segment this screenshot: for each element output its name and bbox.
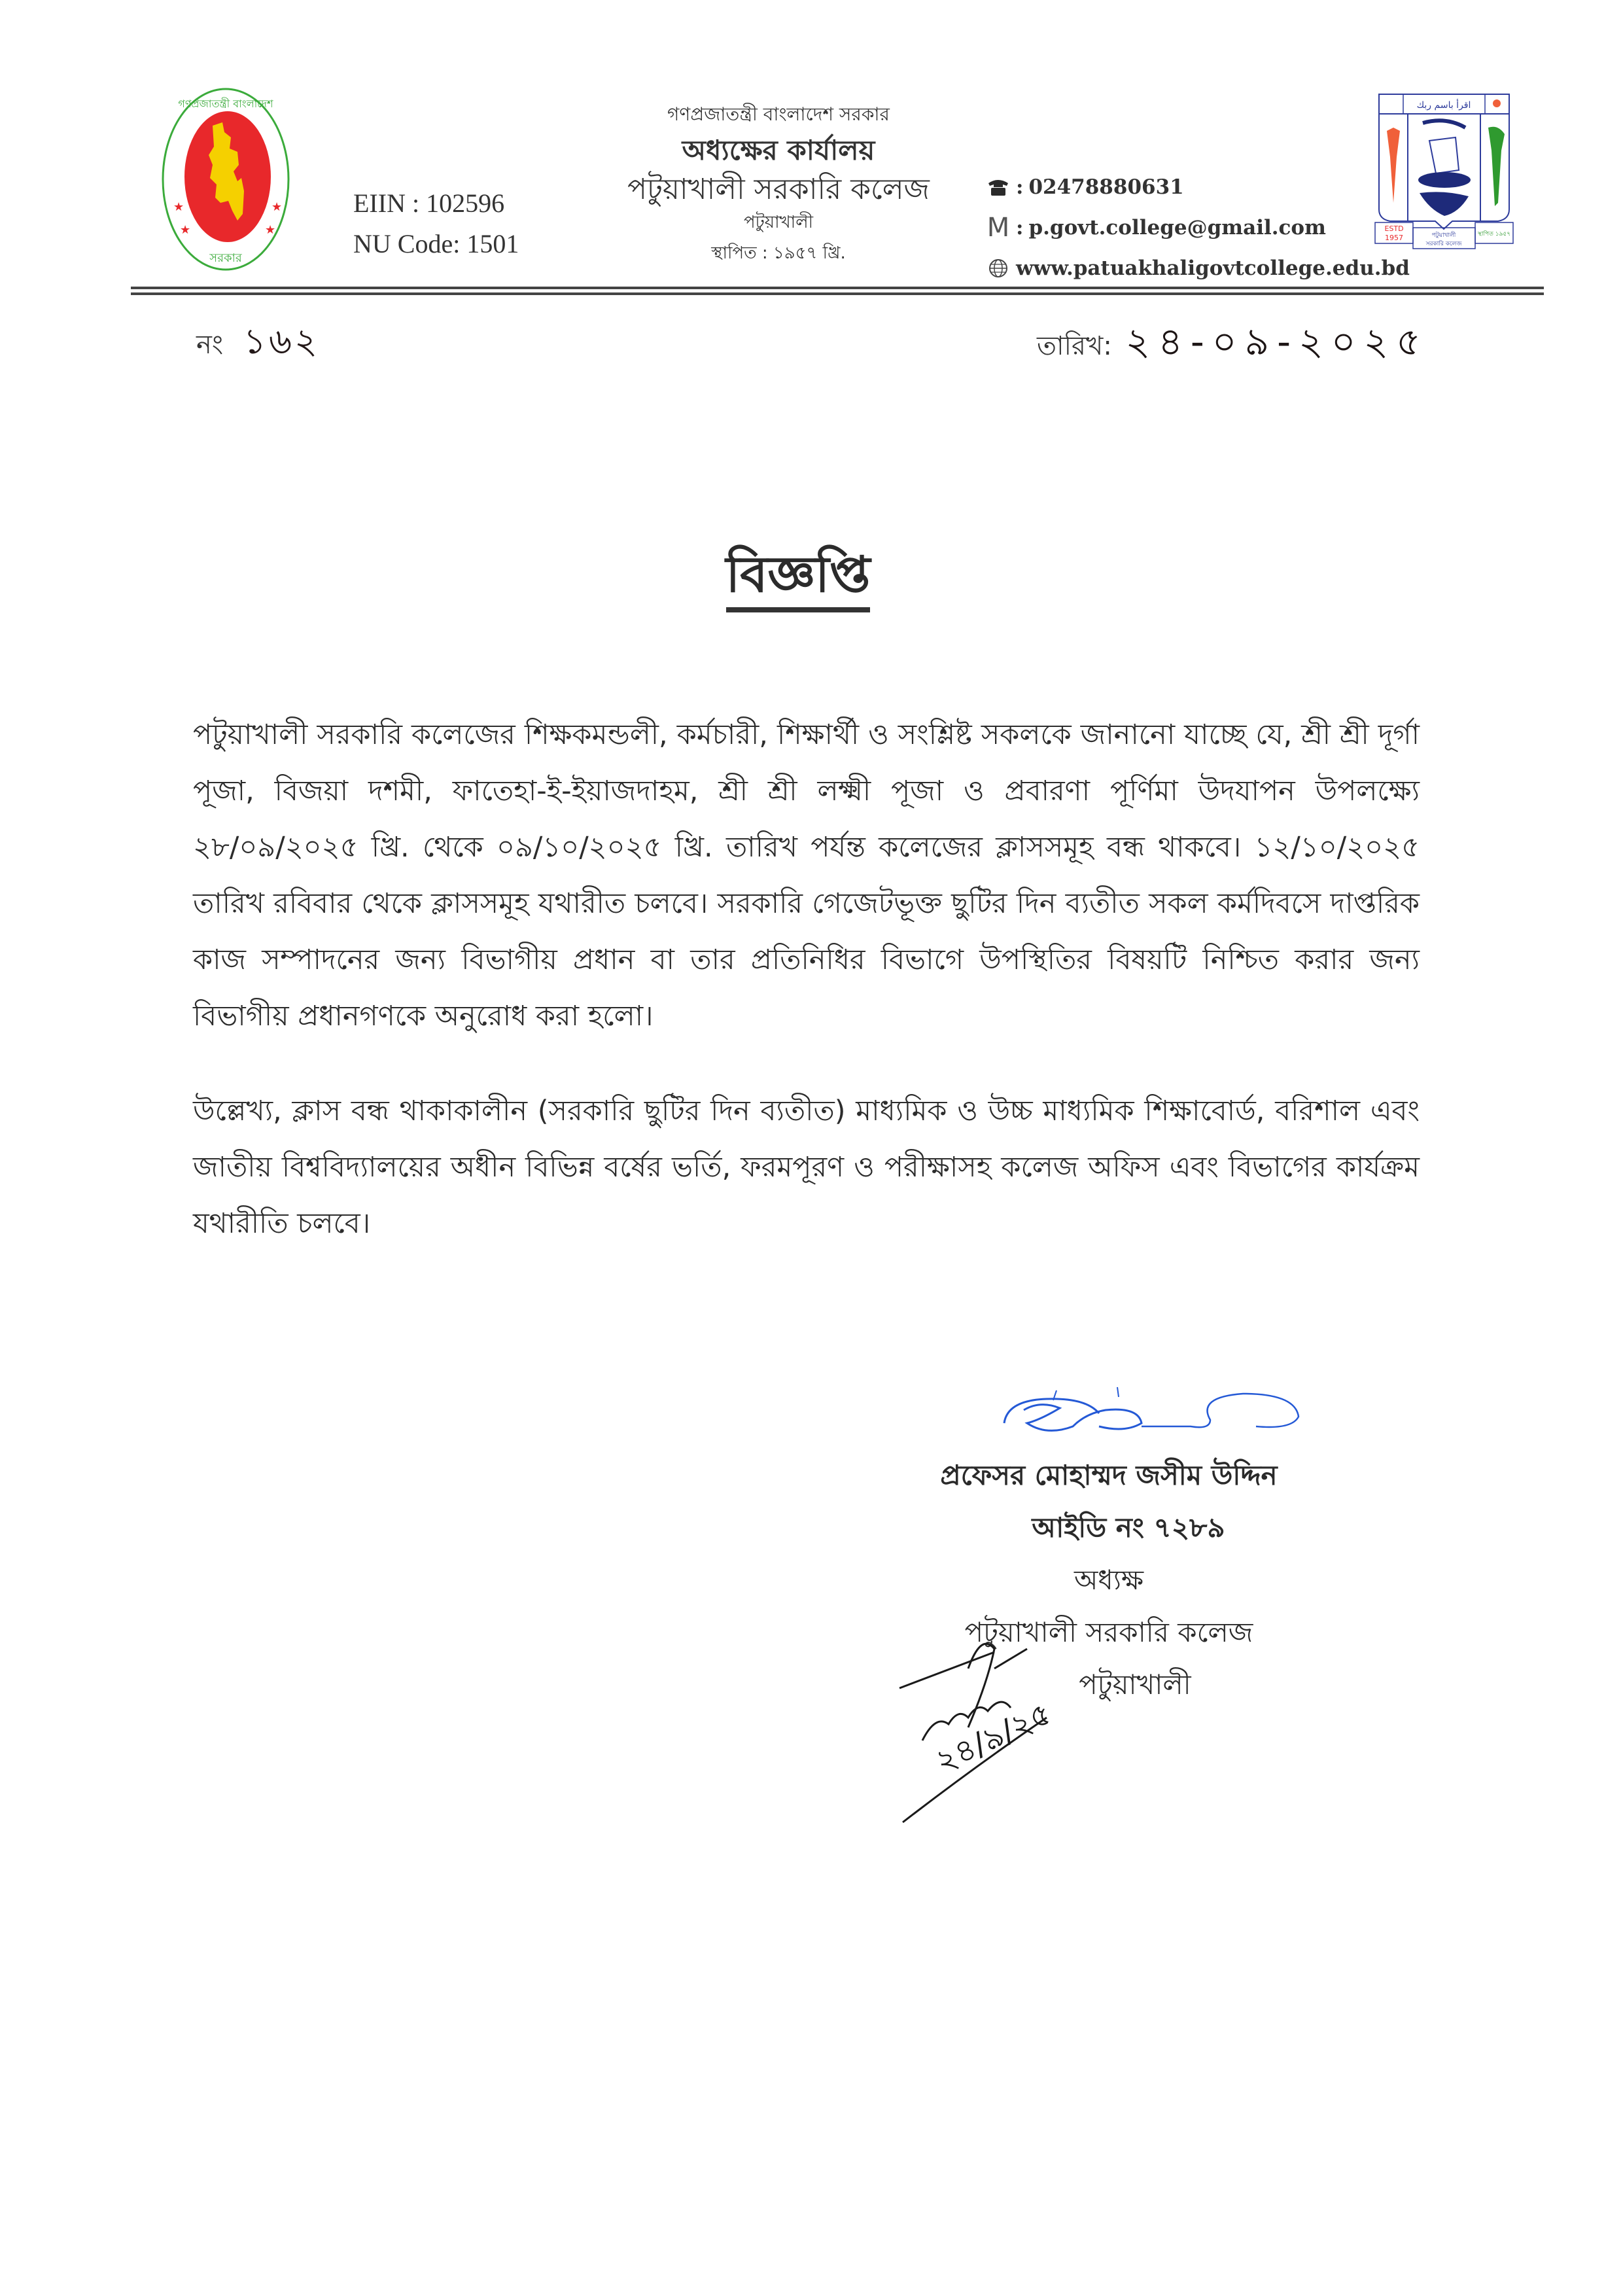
svg-text:اقرأ باسم ربك: اقرأ باسم ربك [1416,100,1471,111]
signatory-name: প্রফেসর মোহাম্মদ জসীম উদ্দিন [940,1459,1278,1491]
principal-signature [994,1374,1321,1446]
established-year: স্থাপিত : ১৯৫৭ খ্রি. [711,243,846,263]
website-url[interactable]: www.patuakhaligovtcollege.edu.bd [1016,256,1410,280]
svg-text:সরকারি কলেজ: সরকারি কলেজ [1425,241,1462,247]
notice-title-text: বিজ্ঞপ্তি [726,545,871,612]
telephone-icon [985,178,1012,196]
memo-number [196,314,320,373]
memo-number-value: ১৬২ [243,321,321,362]
office-name: অধ্যক্ষের কার্যালয় [682,134,875,166]
signatory-place: পটুয়াখালী [1079,1669,1191,1701]
government-name: গণপ্রজাতন্ত্রী বাংলাদেশ সরকার [667,103,890,125]
email-address[interactable]: p.govt.college@gmail.com [1028,216,1326,239]
svg-text:২৪/৯/২৫: ২৪/৯/২৫ [930,1695,1057,1780]
signatory-id: আইডি নং ৭২৮৯ [1032,1511,1225,1544]
header-divider-top [131,287,1544,289]
header-divider-bottom [131,292,1544,295]
mail-icon: M [986,213,1010,243]
letterhead-title-block [576,98,981,272]
svg-text:★: ★ [180,223,191,237]
svg-text:★: ★ [265,223,276,237]
college-location: পটুয়াখালী [743,213,814,232]
svg-text:1957: 1957 [1385,234,1403,242]
email-row: M : p.govt.college@gmail.com [985,207,1410,248]
phone-number[interactable]: 02478880631 [1028,175,1184,199]
svg-text:★: ★ [271,200,283,214]
memo-date [1037,313,1429,376]
government-seal-logo [160,86,291,273]
eiin-number: EIIN : 102596 [353,188,505,218]
memo-date-label: তারিখ: [1037,331,1112,361]
college-name: পটুয়াখালী সরকারি কলেজ [627,173,930,206]
institution-codes [353,183,519,264]
svg-text:সরকার: সরকার [209,251,242,265]
signatory-college: পটুয়াখালী সরকারি কলেজ [964,1616,1253,1648]
phone-row: : 02478880631 [985,167,1410,207]
notice-title [654,537,942,620]
nu-code: NU Code: 1501 [353,229,519,258]
signatory-designation: অধ্যক্ষ [1073,1564,1144,1596]
notice-paragraph-2: উল্লেখ্য, ক্লাস বন্ধ থাকাকালীন (সরকারি ছুটির দিন ব্যতীত) মাধ্যমিক ও উচ্চ মাধ্যমিক শিক্ষাবোর্ড, বরিশাল এবং জাতীয় বিশ্ববিদ্যালয়ের অধীন বিভিন্ন বর্ষের ভর্তি, ফরমপূরণ ও পরীক্ষাসহ কলেজ অফিস এবং বিভাগের কার্যক্রম যথারীতি চলবে। [193,1095,1420,1240]
memo-date-value: ২৪-০৯-২০২৫ [1125,319,1429,364]
contact-info [985,167,1410,289]
memo-number-label: নং [196,330,224,360]
svg-text:★: ★ [173,200,184,214]
svg-text:ESTD: ESTD [1384,224,1404,233]
notice-paragraph-1: পটুয়াখালী সরকারি কলেজের শিক্ষকমন্ডলী, কর্মচারী, শিক্ষার্থী ও সংশ্লিষ্ট সকলকে জানানো যাচ্ছে যে, শ্রী শ্রী দূর্গা পূজা, বিজয়া দশমী, ফাতেহা-ই-ইয়াজদাহম, শ্রী শ্রী লক্ষ্মী পূজা ও প্রবারণা পূর্ণিমা উদযাপন উপলক্ষ্যে ২৮/০৯/২০২৫ খ্রি. থেকে ০৯/১০/২০২৫ খ্রি. তারিখ পর্যন্ত কলেজের ক্লাসসমূহ বন্ধ থাকবে। ১২/১০/২০২৫ তারিখ রবিবার থেকে ক্লাসসমূহ যথারীত চলবে। সরকারি গেজেটভূক্ত ছুটির দিন ব্যতীত সকল কর্মদিবসে দাপ্তরিক কাজ সম্পাদনের জন্য বিভাগীয় প্রধান বা তার প্রতিনিধির বিভাগে উপস্থিতির বিষয়টি নিশ্চিত করার জন্য বিভাগীয় প্রধানগণকে অনুরোধ করা হলো। [193,718,1420,1033]
svg-text:গণপ্রজাতন্ত্রী বাংলাদেশ: গণপ্রজাতন্ত্রী বাংলাদেশ [178,97,273,110]
college-crest-logo [1374,92,1514,255]
globe-icon [985,258,1012,278]
svg-text:স্থাপিত ১৯৫৭: স্থাপিত ১৯৫৭ [1477,231,1511,238]
website-row [985,248,1410,289]
initial-signature-with-date [896,1642,1106,1826]
svg-text:পটুয়াখালী: পটুয়াখালী [1431,232,1456,239]
